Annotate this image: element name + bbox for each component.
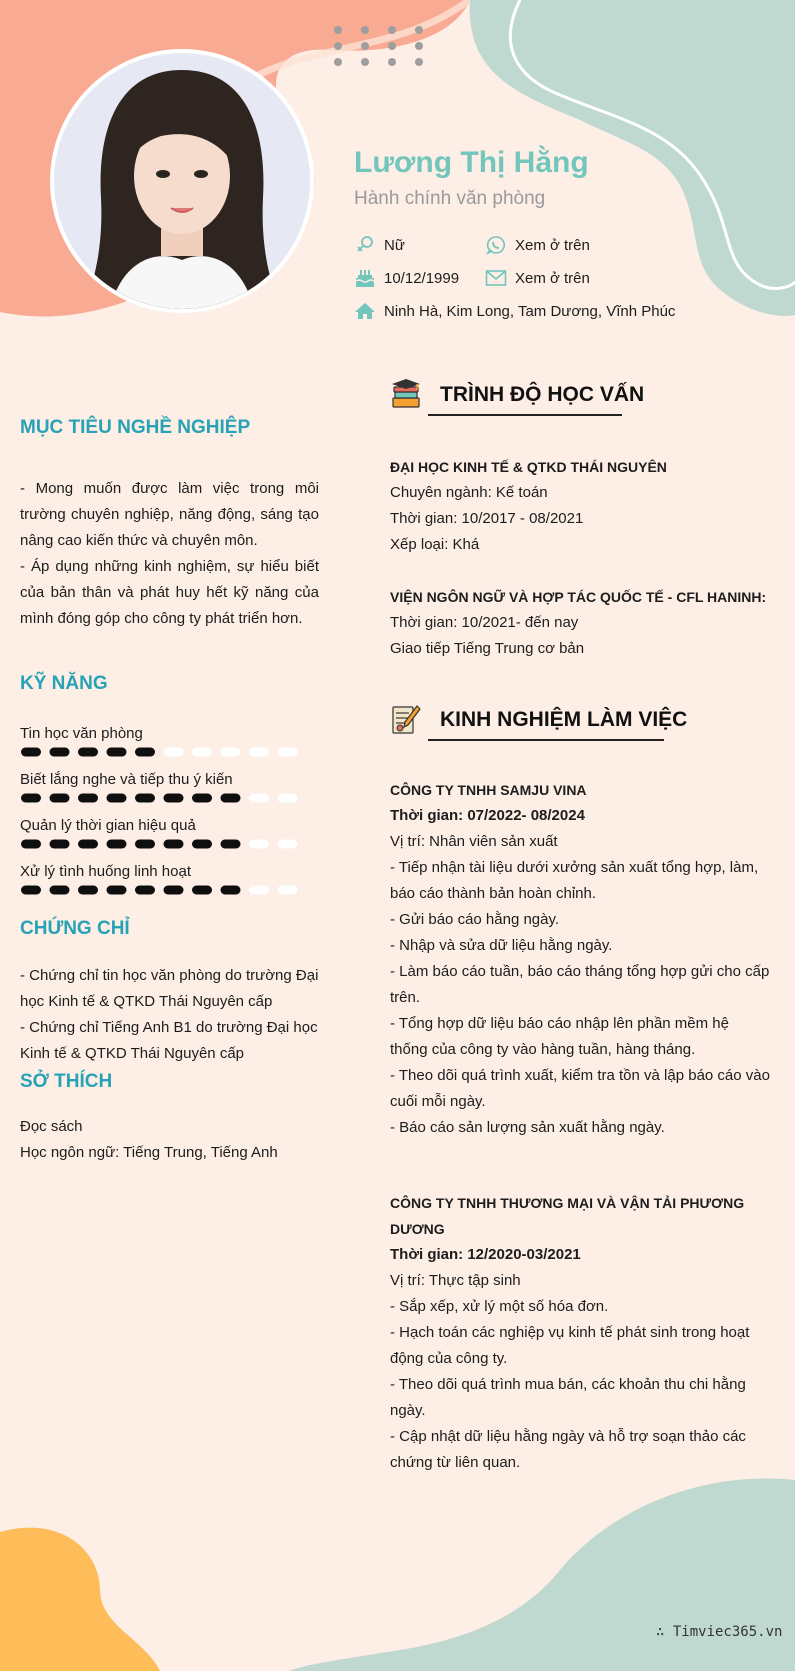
- career-goal-line-2: - Áp dụng những kinh nghiệm, sự hiểu biết của bản thân và phát huy hết kỹ năng của mình đóng góp cho công ty phát triển hơn.: [20, 558, 319, 627]
- skill-segment-filled: [21, 794, 41, 803]
- skill-segment-filled: [192, 794, 212, 803]
- skill-rating-bar: [20, 792, 322, 804]
- skill-segment-filled: [135, 748, 155, 757]
- gender-value: Nữ: [384, 236, 405, 254]
- phone-value: Xem ở trên: [515, 236, 590, 254]
- skill-rating-bar: [20, 838, 322, 850]
- job-duty: - Báo cáo sản lượng sản xuất hằng ngày.: [390, 1119, 665, 1136]
- job-title: Hành chính văn phòng: [354, 188, 546, 209]
- address-value: Ninh Hà, Kim Long, Tam Dương, Vĩnh Phúc: [384, 302, 676, 320]
- watermark: ∴ Timviec365.vn: [656, 1624, 783, 1640]
- certificates-text: [20, 963, 322, 1067]
- skill-segment-filled: [221, 840, 241, 849]
- experience-entry-2: [390, 1190, 770, 1476]
- career-goal-heading: MỤC TIÊU NGHỀ NGHIỆP: [20, 417, 251, 438]
- envelope-icon: [485, 267, 507, 289]
- job-duty: - Theo dõi quá trình xuất, kiểm tra tồn và lập báo cáo vào cuối mỗi ngày.: [390, 1067, 770, 1110]
- skill-segment-filled: [135, 794, 155, 803]
- skill-segment-empty: [278, 748, 298, 757]
- skill-segment-empty: [278, 886, 298, 895]
- cake-icon: [354, 267, 376, 289]
- career-goal-text: [20, 476, 319, 632]
- school-name: VIỆN NGÔN NGỮ VÀ HỢP TÁC QUỐC TẾ - CFL HANINH:: [390, 589, 767, 605]
- job-duty: - Tiếp nhận tài liệu dưới xưởng sản xuất tổng hợp, làm, báo cáo thành bản hoàn chỉnh.: [390, 859, 759, 902]
- job-duty: - Sắp xếp, xử lý một số hóa đơn.: [390, 1298, 609, 1315]
- job-duty: - Cập nhật dữ liệu hằng ngày và hỗ trợ soạn thảo các chứng từ liên quan.: [390, 1428, 746, 1471]
- skill-label: Tin học văn phòng: [20, 725, 143, 742]
- job-duty: - Theo dõi quá trình mua bán, các khoản thu chi hằng ngày.: [390, 1376, 746, 1419]
- career-goal-line-1: - Mong muốn được làm việc trong môi trường chuyên nghiệp, năng động, sáng tạo nâng cao kiến thức và chuyên môn.: [20, 480, 319, 549]
- education-heading: TRÌNH ĐỘ HỌC VẤN: [440, 383, 645, 406]
- candidate-name: Lương Thị Hằng: [354, 146, 589, 179]
- school-time: Thời gian: 10/2021- đến nay: [390, 614, 579, 631]
- skill-segment-filled: [50, 748, 70, 757]
- skill-segment-filled: [107, 840, 127, 849]
- skill-segment-filled: [78, 886, 98, 895]
- skill-segment-empty: [192, 748, 212, 757]
- phone-info: [485, 234, 590, 256]
- skill-segment-filled: [135, 840, 155, 849]
- address-info: [354, 300, 675, 322]
- certificate-line-1: - Chứng chỉ tin học văn phòng do trường Đại học Kinh tế & QTKD Thái Nguyên cấp: [20, 967, 319, 1010]
- certificates-heading: CHỨNG CHỈ: [20, 918, 130, 939]
- job-duty: - Tổng hợp dữ liệu báo cáo nhập lên phần mềm hệ thống của công ty vào hàng tuần, hàng tháng.: [390, 1015, 729, 1058]
- experience-heading-underline: [428, 739, 664, 741]
- job-duty: - Làm báo cáo tuần, báo cáo tháng tổng hợp gửi cho cấp trên.: [390, 963, 770, 1006]
- certificate-pen-icon: [390, 703, 422, 735]
- female-icon: [354, 234, 376, 256]
- birthday-info: [354, 267, 459, 289]
- skill-segment-filled: [192, 840, 212, 849]
- skill-segment-empty: [278, 840, 298, 849]
- job-duty: - Hạch toán các nghiệp vụ kinh tế phát sinh trong hoạt động của công ty.: [390, 1324, 750, 1367]
- books-graduation-icon: [390, 378, 422, 410]
- skill-rating-bar: [20, 884, 322, 896]
- skill-segment-filled: [221, 886, 241, 895]
- school-detail: Giao tiếp Tiếng Trung cơ bản: [390, 640, 585, 657]
- skill-segment-empty: [249, 748, 269, 757]
- skill-segment-filled: [21, 840, 41, 849]
- job-position: Vị trí: Thực tập sinh: [390, 1272, 521, 1289]
- job-time: Thời gian: 12/2020-03/2021: [390, 1246, 581, 1263]
- school-name: ĐẠI HỌC KINH TẾ & QTKD THÁI NGUYÊN: [390, 459, 667, 475]
- skill-segment-filled: [78, 748, 98, 757]
- school-time: Thời gian: 10/2017 - 08/2021: [390, 510, 584, 527]
- skill-segment-filled: [164, 886, 184, 895]
- home-icon: [354, 300, 376, 322]
- skill-segment-filled: [192, 886, 212, 895]
- skill-segment-empty: [221, 748, 241, 757]
- avatar: [49, 48, 315, 314]
- school-major: Chuyên ngành: Kế toán: [390, 484, 548, 501]
- experience-entry-1: [390, 777, 770, 1141]
- skill-segment-filled: [50, 840, 70, 849]
- hobbies-text: [20, 1114, 322, 1166]
- skill-segment-empty: [164, 748, 184, 757]
- skill-segment-filled: [135, 886, 155, 895]
- education-entry-2: [390, 584, 770, 662]
- hobby-line-2: Học ngôn ngữ: Tiếng Trung, Tiếng Anh: [20, 1144, 278, 1161]
- education-entry-1: [390, 454, 770, 558]
- email-info: [485, 267, 590, 289]
- whatsapp-icon: [485, 234, 507, 256]
- birthday-value: 10/12/1999: [384, 269, 460, 287]
- skill-segment-filled: [78, 794, 98, 803]
- company-name: CÔNG TY TNHH THƯƠNG MẠI VÀ VẬN TẢI PHƯƠNG DƯƠNG: [390, 1195, 745, 1237]
- skill-label: Biết lắng nghe và tiếp thu ý kiến: [20, 771, 233, 788]
- company-name: CÔNG TY TNHH SAMJU VINA: [390, 782, 587, 798]
- certificate-line-2: - Chứng chỉ Tiếng Anh B1 do trường Đại học Kinh tế & QTKD Thái Nguyên cấp: [20, 1019, 318, 1062]
- hobbies-heading: SỞ THÍCH: [20, 1071, 113, 1092]
- job-duty: - Nhập và sửa dữ liệu hằng ngày.: [390, 937, 613, 954]
- skill-segment-filled: [50, 886, 70, 895]
- skill-segment-empty: [249, 794, 269, 803]
- hobby-line-1: Đọc sách: [20, 1118, 83, 1135]
- skill-segment-filled: [164, 794, 184, 803]
- skill-segment-filled: [21, 748, 41, 757]
- education-heading-underline: [428, 414, 622, 416]
- skill-segment-filled: [107, 794, 127, 803]
- experience-heading: KINH NGHIỆM LÀM VIỆC: [440, 708, 688, 731]
- skill-segment-filled: [107, 748, 127, 757]
- skill-segment-filled: [107, 886, 127, 895]
- email-value: Xem ở trên: [515, 269, 590, 287]
- skill-label: Xử lý tình huống linh hoạt: [20, 863, 191, 880]
- skill-segment-filled: [21, 886, 41, 895]
- job-duty: - Gửi báo cáo hằng ngày.: [390, 911, 560, 928]
- job-time: Thời gian: 07/2022- 08/2024: [390, 807, 585, 824]
- skill-rating-bar: [20, 746, 322, 758]
- skill-label: Quản lý thời gian hiệu quả: [20, 817, 196, 834]
- skill-segment-filled: [221, 794, 241, 803]
- gender-info: [354, 234, 405, 256]
- skills-heading: KỸ NĂNG: [20, 673, 108, 694]
- skill-segment-filled: [50, 794, 70, 803]
- skill-segment-filled: [164, 840, 184, 849]
- skill-segment-empty: [249, 840, 269, 849]
- skill-segment-empty: [278, 794, 298, 803]
- skill-segment-filled: [78, 840, 98, 849]
- job-position: Vị trí: Nhân viên sản xuất: [390, 833, 558, 850]
- skill-segment-empty: [249, 886, 269, 895]
- school-grade: Xếp loại: Khá: [390, 536, 480, 553]
